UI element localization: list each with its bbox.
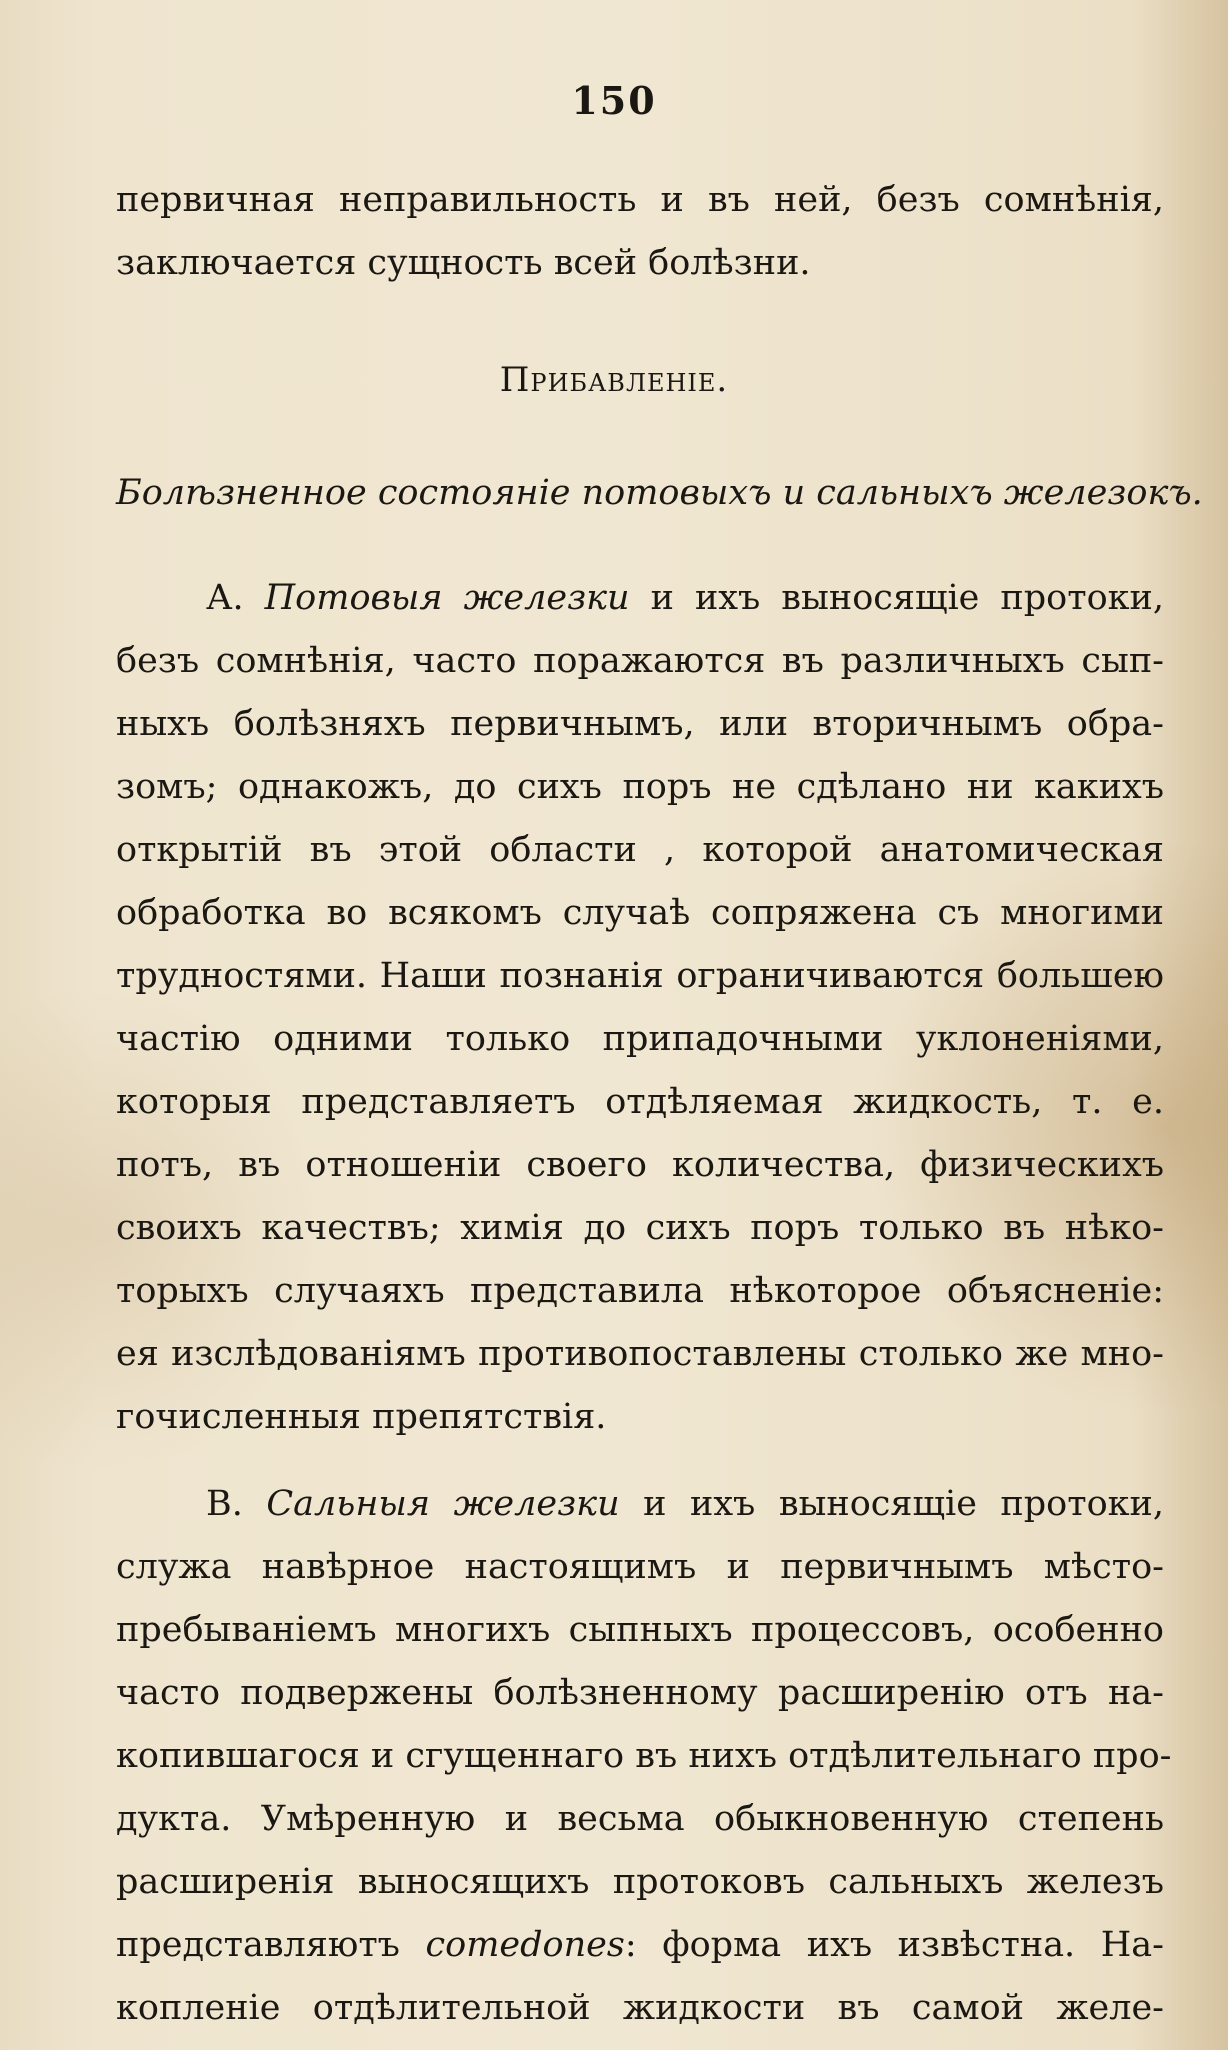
section-subheading: Болѣзненное состояніе потовыхъ и сальныхъ железокъ.: [116, 473, 1203, 513]
text-line: трудностями. Наши познанія ограничиваются большею: [116, 956, 1164, 996]
text-line: ея изслѣдованіямъ противопоставлены столько же мно-: [116, 1334, 1164, 1374]
section-a-first-rest: и ихъ выносящіе протоки,: [650, 578, 1164, 618]
section-a-term: Потовыя железки: [264, 578, 630, 618]
text-line: дукта. Умѣренную и весьма обыкновенную степень: [116, 1799, 1164, 1839]
text-line: служа навѣрное настоящимъ и первичнымъ мѣсто-: [116, 1547, 1164, 1587]
text-line: первичная неправильность и въ ней, безъ сомнѣнія,: [116, 180, 1164, 220]
text-line: ныхъ болѣзняхъ первичнымъ, или вторичнымъ обра-: [116, 704, 1164, 744]
comedones-line: [116, 1925, 1164, 1965]
section-b-label: В.: [206, 1484, 243, 1524]
text-line: зомъ; однакожъ, до сихъ поръ не сдѣлано ни какихъ: [116, 767, 1164, 807]
text-line: частію одними только припадочными уклоненіями,: [116, 1019, 1164, 1059]
comedones-term: comedones: [425, 1925, 625, 1965]
section-heading: Прибавленіе.: [499, 360, 729, 400]
text-line: заключается сущность всей болѣзни.: [116, 243, 811, 283]
text-line: открытій въ этой области , которой анатомическая: [116, 830, 1164, 870]
paragraph-a-first-line: [116, 578, 1164, 618]
section-b-first-rest: и ихъ выносящіе протоки,: [643, 1484, 1164, 1524]
text-line: которыя представляетъ отдѣляемая жидкость, т. е.: [116, 1082, 1164, 1122]
text-line: своихъ качествъ; химія до сихъ поръ только въ нѣко-: [116, 1208, 1164, 1248]
text-line: торыхъ случаяхъ представила нѣкоторое объясненіе:: [116, 1271, 1164, 1311]
paragraph-b-first-line: [116, 1484, 1164, 1524]
text-line: копленіе отдѣлительной жидкости въ самой желе-: [116, 1988, 1164, 2028]
text-line: часто подвержены болѣзненному расширенію отъ на-: [116, 1673, 1164, 1713]
text-line: потъ, въ отношеніи своего количества, физическихъ: [116, 1145, 1164, 1185]
text-line: гочисленныя препятствія.: [116, 1397, 607, 1437]
section-b-term: Сальныя железки: [266, 1484, 620, 1524]
text-line: обработка во всякомъ случаѣ сопряжена съ многими: [116, 893, 1164, 933]
page-number: 150: [571, 78, 657, 123]
text-line: копившагося и сгущеннаго въ нихъ отдѣлительнаго про-: [116, 1736, 1172, 1776]
comedones-before: представляютъ: [116, 1925, 400, 1965]
comedones-after: : форма ихъ извѣстна. На-: [624, 1925, 1164, 1965]
text-line: расширенія выносящихъ протоковъ сальныхъ железъ: [116, 1862, 1164, 1902]
text-line: безъ сомнѣнія, часто поражаются въ различныхъ сып-: [116, 641, 1164, 681]
text-line: пребываніемъ многихъ сыпныхъ процессовъ, особенно: [116, 1610, 1164, 1650]
section-a-label: А.: [206, 578, 244, 618]
